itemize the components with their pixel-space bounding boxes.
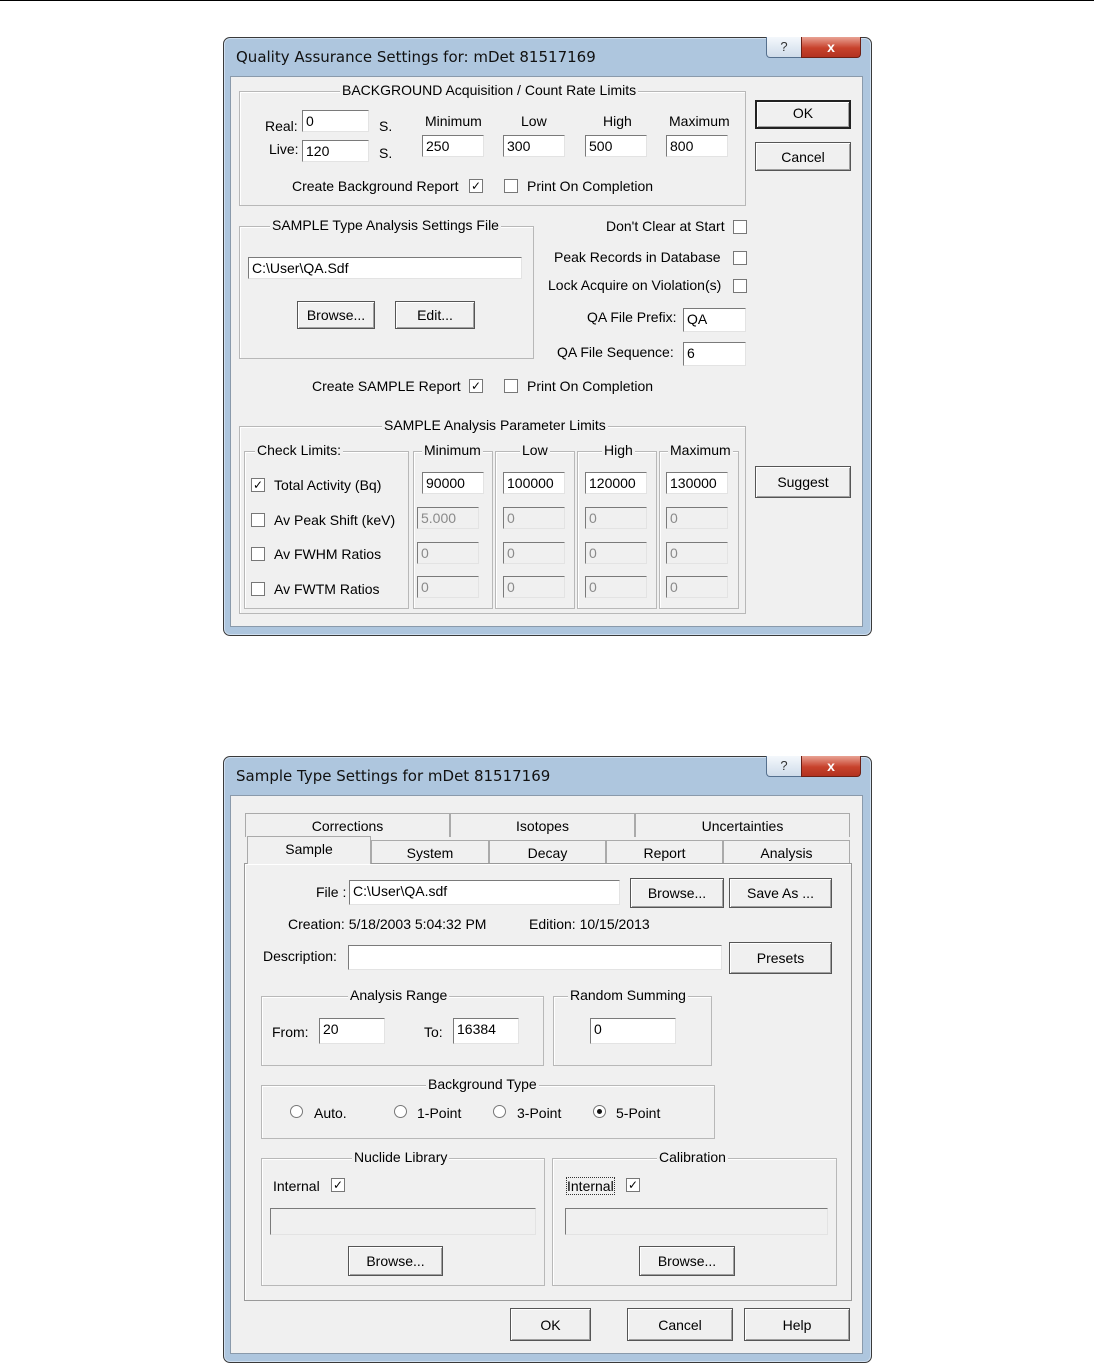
qa-help-icon[interactable]: ? — [766, 37, 802, 58]
real-unit: S. — [379, 118, 393, 134]
qa-cancel-button[interactable]: Cancel — [755, 142, 851, 171]
qa-ok-button[interactable]: OK — [755, 100, 851, 129]
create-sample-report-label: Create SAMPLE Report — [312, 378, 461, 394]
fwhm-low-input[interactable]: 0 — [503, 542, 565, 564]
bg-type-5point-radio[interactable] — [593, 1105, 606, 1118]
limits-minimum-title: Minimum — [424, 442, 481, 458]
background-group-title: BACKGROUND Acquisition / Count Rate Limits — [342, 82, 637, 98]
sample-file-browse-button[interactable]: Browse... — [297, 301, 375, 329]
nuclide-internal-checkbox[interactable]: ✓ — [332, 1178, 344, 1192]
st-help-button[interactable]: Help — [744, 1308, 850, 1341]
bg-type-auto-radio[interactable] — [290, 1105, 303, 1118]
bg-header-minimum: Minimum — [425, 113, 482, 129]
tab-analysis[interactable]: Analysis — [723, 840, 850, 864]
edition-date-text: Edition: 10/15/2013 — [529, 916, 650, 932]
fwtm-maximum-input[interactable]: 0 — [666, 576, 728, 598]
tab-sample[interactable]: Sample — [247, 836, 371, 864]
create-sample-report-checkbox[interactable]: ✓ — [470, 379, 482, 393]
limits-high-title: High — [604, 442, 633, 458]
st-dialog-title: Sample Type Settings for mDet 81517169 — [236, 767, 551, 785]
qa-file-sequence-label: QA File Sequence: — [557, 344, 674, 360]
tab-decay[interactable]: Decay — [489, 840, 606, 864]
bg-header-maximum: Maximum — [669, 113, 730, 129]
calibration-internal-label: Internal — [567, 1178, 614, 1194]
presets-button[interactable]: Presets — [729, 942, 832, 974]
st-help-icon[interactable]: ? — [766, 756, 802, 777]
sample-type-settings-dialog — [223, 756, 872, 1363]
qa-dialog-title: Quality Assurance Settings for: mDet 81517169 — [236, 48, 596, 66]
creation-date-text: Creation: 5/18/2003 5:04:32 PM — [288, 916, 487, 932]
from-label: From: — [272, 1024, 309, 1040]
peak-shift-label: Av Peak Shift (keV) — [274, 512, 396, 528]
total-activity-minimum-input[interactable]: 90000 — [422, 472, 484, 494]
peak-shift-checkbox[interactable] — [251, 513, 265, 527]
bg-type-3point-radio[interactable] — [493, 1105, 506, 1118]
lock-acquire-checkbox[interactable] — [733, 279, 747, 293]
suggest-button[interactable]: Suggest — [755, 466, 851, 498]
description-label: Description: — [263, 948, 337, 964]
peak-shift-low-input[interactable]: 0 — [503, 507, 565, 529]
qa-file-prefix-input[interactable]: QA — [683, 308, 746, 332]
sample-file-group — [239, 217, 534, 359]
qa-file-prefix-label: QA File Prefix: — [587, 309, 677, 325]
calibration-title: Calibration — [659, 1149, 726, 1165]
analysis-range-title: Analysis Range — [350, 987, 448, 1003]
bg-minimum-input[interactable]: 250 — [422, 135, 484, 157]
bg-type-3point-label: 3-Point — [517, 1105, 562, 1121]
create-background-report-label: Create Background Report — [292, 178, 459, 194]
qa-close-icon[interactable]: x — [801, 37, 861, 58]
range-to-input[interactable]: 16384 — [453, 1018, 519, 1044]
fwhm-label: Av FWHM Ratios — [274, 546, 382, 562]
fwhm-checkbox[interactable] — [251, 547, 265, 561]
tab-report[interactable]: Report — [606, 840, 723, 864]
to-label: To: — [424, 1024, 443, 1040]
bg-maximum-input[interactable]: 800 — [666, 135, 728, 157]
sample-print-on-completion-label: Print On Completion — [527, 378, 654, 394]
total-activity-label: Total Activity (Bq) — [274, 477, 382, 493]
bg-high-input[interactable]: 500 — [585, 135, 647, 157]
tab-corrections[interactable]: Corrections — [245, 813, 450, 837]
dont-clear-checkbox[interactable] — [733, 220, 747, 234]
save-as-button[interactable]: Save As ... — [729, 878, 832, 908]
st-ok-button[interactable]: OK — [510, 1308, 591, 1341]
sample-print-on-completion-checkbox[interactable] — [504, 379, 518, 393]
peak-records-label: Peak Records in Database — [554, 249, 721, 265]
qa-settings-dialog — [223, 37, 872, 636]
peak-records-checkbox[interactable] — [733, 251, 747, 265]
st-close-icon[interactable]: x — [801, 756, 861, 777]
total-activity-low-input[interactable]: 100000 — [503, 472, 565, 494]
st-title-bar — [224, 757, 871, 793]
bg-type-1point-label: 1-Point — [417, 1105, 462, 1121]
sample-limits-group-title: SAMPLE Analysis Parameter Limits — [384, 417, 606, 433]
total-activity-maximum-input[interactable]: 130000 — [666, 472, 728, 494]
nuclide-library-title: Nuclide Library — [354, 1149, 448, 1165]
fwtm-high-input[interactable]: 0 — [585, 576, 647, 598]
qa-file-sequence-input[interactable]: 6 — [683, 342, 746, 366]
bg-type-5point-label: 5-Point — [616, 1105, 661, 1121]
total-activity-high-input[interactable]: 120000 — [585, 472, 647, 494]
tab-isotopes[interactable]: Isotopes — [450, 813, 635, 837]
peak-shift-high-input[interactable]: 0 — [585, 507, 647, 529]
tab-system[interactable]: System — [371, 840, 489, 864]
range-from-input[interactable]: 20 — [319, 1018, 385, 1044]
file-browse-button[interactable]: Browse... — [630, 878, 724, 908]
bg-type-auto-label: Auto. — [314, 1105, 347, 1121]
live-unit: S. — [379, 145, 393, 161]
background-type-title: Background Type — [428, 1076, 537, 1092]
limits-maximum-title: Maximum — [670, 442, 731, 458]
bg-type-1point-radio[interactable] — [394, 1105, 407, 1118]
sample-file-path-input[interactable]: C:\User\QA.Sdf — [248, 257, 522, 279]
peak-shift-maximum-input[interactable]: 0 — [666, 507, 728, 529]
fwtm-low-input[interactable]: 0 — [503, 576, 565, 598]
tab-uncertainties[interactable]: Uncertainties — [635, 813, 850, 837]
live-time-input[interactable]: 120 — [302, 140, 369, 162]
random-summing-input[interactable]: 0 — [590, 1018, 676, 1044]
lock-acquire-label: Lock Acquire on Violation(s) — [548, 277, 722, 293]
nuclide-library-path-input[interactable] — [270, 1208, 536, 1235]
calibration-browse-button[interactable]: Browse... — [639, 1246, 735, 1276]
calibration-path-input[interactable] — [565, 1208, 828, 1235]
st-client-area — [230, 795, 863, 1354]
live-label: Live: — [269, 141, 299, 157]
qa-client-area — [230, 76, 863, 627]
total-activity-checkbox[interactable]: ✓ — [252, 478, 264, 492]
sample-file-edit-button[interactable]: Edit... — [395, 301, 475, 329]
bg-header-high: High — [603, 113, 632, 129]
fwhm-minimum-input[interactable]: 0 — [417, 542, 479, 564]
fwtm-label: Av FWTM Ratios — [274, 581, 380, 597]
file-label: File : — [316, 884, 347, 900]
calibration-internal-checkbox[interactable]: ✓ — [627, 1178, 639, 1192]
fwhm-high-input[interactable]: 0 — [585, 542, 647, 564]
fwhm-maximum-input[interactable]: 0 — [666, 542, 728, 564]
nuclide-browse-button[interactable]: Browse... — [348, 1246, 443, 1276]
check-limits-title: Check Limits: — [257, 442, 342, 458]
nuclide-internal-label: Internal — [273, 1178, 320, 1194]
qa-title-bar — [224, 38, 871, 74]
st-cancel-button[interactable]: Cancel — [627, 1308, 733, 1341]
random-summing-title: Random Summing — [570, 987, 686, 1003]
bg-header-low: Low — [521, 113, 547, 129]
fwtm-checkbox[interactable] — [251, 582, 265, 596]
peak-shift-minimum-input[interactable]: 5.000 — [417, 507, 479, 529]
file-path-input[interactable]: C:\User\QA.sdf — [349, 880, 620, 905]
limits-low-title: Low — [522, 442, 548, 458]
real-time-input[interactable]: 0 — [302, 110, 369, 132]
real-label: Real: — [265, 118, 298, 134]
page-top-rule — [0, 0, 1094, 1]
dont-clear-label: Don't Clear at Start — [606, 218, 725, 234]
bg-print-on-completion-label: Print On Completion — [527, 178, 654, 194]
sample-file-group-title: SAMPLE Type Analysis Settings File — [272, 217, 499, 233]
bg-low-input[interactable]: 300 — [503, 135, 565, 157]
create-background-report-checkbox[interactable]: ✓ — [470, 179, 482, 193]
fwtm-minimum-input[interactable]: 0 — [417, 576, 479, 598]
description-input[interactable] — [348, 945, 722, 970]
bg-print-on-completion-checkbox[interactable] — [504, 179, 518, 193]
